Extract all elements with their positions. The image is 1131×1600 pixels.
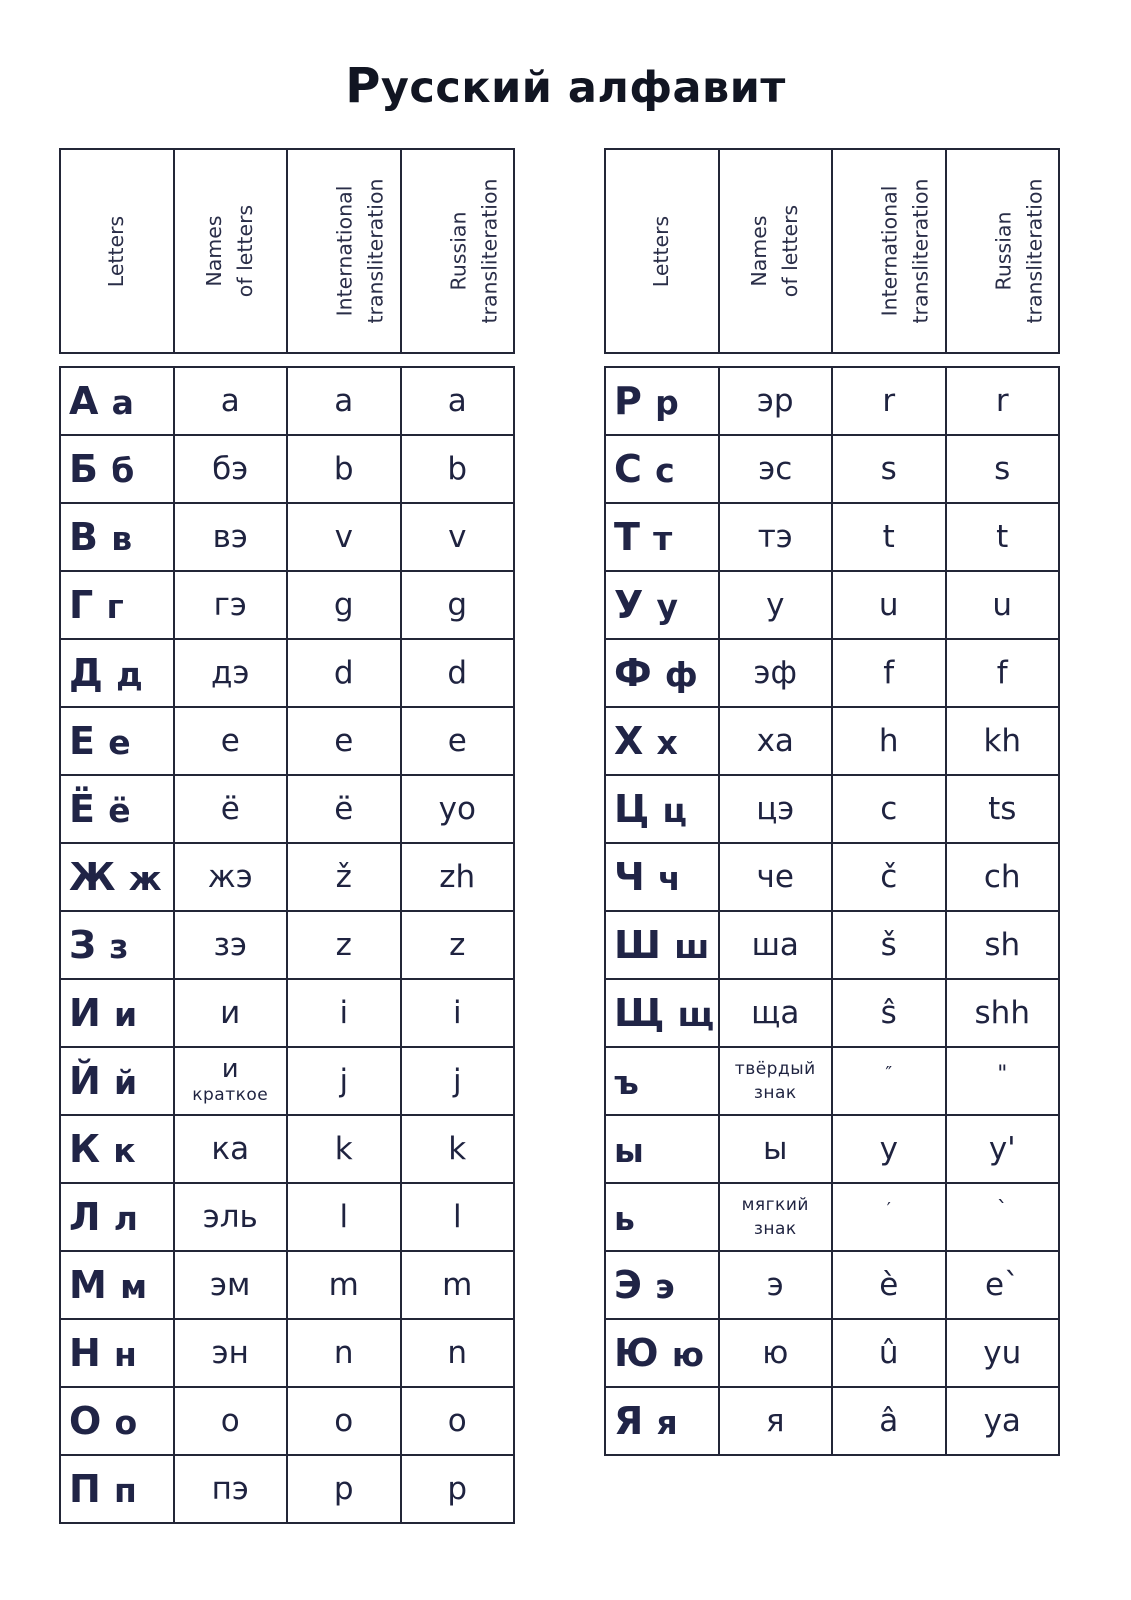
uppercase-letter: У: [614, 583, 644, 627]
letter-name-cell: вэ: [174, 503, 288, 571]
letter-cell: [605, 639, 719, 707]
international-transliteration-cell: b: [287, 435, 401, 503]
lowercase-letter: й: [114, 1063, 138, 1102]
header-letters: Letters: [605, 149, 719, 353]
lowercase-letter: я: [656, 1403, 678, 1442]
lowercase-letter: ф: [664, 655, 698, 694]
letter-cell: [605, 1115, 719, 1183]
letter-name-cell: жэ: [174, 843, 288, 911]
russian-transliteration-cell: e`: [946, 1251, 1060, 1319]
uppercase-letter: Э: [614, 1263, 642, 1307]
letter-cell: [60, 1387, 174, 1455]
letter-cell: [60, 503, 174, 571]
russian-transliteration-cell: yu: [946, 1319, 1060, 1387]
uppercase-letter: В: [69, 515, 98, 559]
lowercase-letter: и: [114, 995, 138, 1034]
letter-name-cell: бэ: [174, 435, 288, 503]
letter-name-cell: гэ: [174, 571, 288, 639]
lowercase-letter: ъ: [614, 1063, 639, 1102]
uppercase-letter: Н: [69, 1331, 101, 1375]
table-row: [605, 1115, 1059, 1183]
uppercase-letter: К: [69, 1127, 101, 1171]
letter-cell: [605, 843, 719, 911]
letter-cell: [60, 707, 174, 775]
russian-transliteration-cell: v: [401, 503, 515, 571]
lowercase-letter: ж: [128, 859, 162, 898]
header-names: Names of letters: [174, 149, 288, 353]
letter-name-cell: э: [719, 1251, 833, 1319]
russian-transliteration-cell: d: [401, 639, 515, 707]
letter-cell: [60, 979, 174, 1047]
letter-cell: [605, 503, 719, 571]
header-russian: Russian transliteration: [401, 149, 515, 353]
lowercase-letter: р: [655, 383, 679, 422]
letter-cell: [605, 911, 719, 979]
table-row: [60, 367, 514, 435]
russian-transliteration-cell: z: [401, 911, 515, 979]
lowercase-letter: т: [653, 519, 673, 558]
letter-name-cell: че: [719, 843, 833, 911]
letter-name-cell: эн: [174, 1319, 288, 1387]
letter-name-cell: о: [174, 1387, 288, 1455]
international-transliteration-cell: v: [287, 503, 401, 571]
uppercase-letter: П: [69, 1467, 101, 1511]
letter-name-cell: и краткое: [174, 1047, 288, 1115]
lowercase-letter: о: [114, 1403, 138, 1442]
uppercase-letter: Ю: [614, 1331, 659, 1375]
table-row: [60, 979, 514, 1047]
uppercase-letter: Р: [614, 379, 642, 423]
uppercase-letter: Е: [69, 719, 95, 763]
table-row: [605, 1047, 1059, 1115]
uppercase-letter: Х: [614, 719, 644, 763]
table-row: [605, 1319, 1059, 1387]
letter-name-cell: эф: [719, 639, 833, 707]
international-transliteration-cell: g: [287, 571, 401, 639]
left-table-panel: [59, 148, 515, 1524]
table-row: [605, 367, 1059, 435]
uppercase-letter: Ё: [69, 787, 95, 831]
table-row: [605, 843, 1059, 911]
russian-transliteration-cell: j: [401, 1047, 515, 1115]
russian-transliteration-cell: sh: [946, 911, 1060, 979]
letter-name-cell: пэ: [174, 1455, 288, 1523]
international-transliteration-cell: u: [832, 571, 946, 639]
russian-transliteration-cell: ya: [946, 1387, 1060, 1455]
letter-name-cell: ха: [719, 707, 833, 775]
russian-transliteration-cell: r: [946, 367, 1060, 435]
table-row: [60, 843, 514, 911]
table-row: [60, 435, 514, 503]
russian-transliteration-cell: u: [946, 571, 1060, 639]
russian-transliteration-cell: zh: [401, 843, 515, 911]
page-title: Русский алфавит: [345, 58, 786, 114]
letter-name-cell: эс: [719, 435, 833, 503]
letter-cell: [605, 367, 719, 435]
russian-transliteration-cell: o: [401, 1387, 515, 1455]
letter-name-cell: эм: [174, 1251, 288, 1319]
letter-name-cell: ё: [174, 775, 288, 843]
table-row: [60, 1455, 514, 1523]
letter-name-cell: эр: [719, 367, 833, 435]
letter-cell: [60, 1319, 174, 1387]
uppercase-letter: И: [69, 991, 101, 1035]
letter-name-cell: цэ: [719, 775, 833, 843]
letter-name-cell: и: [174, 979, 288, 1047]
letter-cell: [60, 1047, 174, 1115]
table-row: [605, 435, 1059, 503]
right-header-table: [604, 148, 1060, 354]
letter-cell: [60, 435, 174, 503]
table-row: [605, 1251, 1059, 1319]
international-transliteration-cell: i: [287, 979, 401, 1047]
letter-name-cell: эль: [174, 1183, 288, 1251]
russian-transliteration-cell: ch: [946, 843, 1060, 911]
international-transliteration-cell: â: [832, 1387, 946, 1455]
lowercase-letter: ё: [108, 791, 131, 830]
uppercase-letter: Д: [69, 651, 103, 695]
international-transliteration-cell: t: [832, 503, 946, 571]
letter-cell: [605, 1183, 719, 1251]
lowercase-letter: д: [116, 655, 143, 694]
letter-cell: [60, 1455, 174, 1523]
table-row: [60, 911, 514, 979]
russian-transliteration-cell: b: [401, 435, 515, 503]
international-transliteration-cell: e: [287, 707, 401, 775]
lowercase-letter: к: [113, 1131, 136, 1170]
uppercase-letter: Й: [69, 1059, 101, 1103]
international-transliteration-cell: š: [832, 911, 946, 979]
international-transliteration-cell: a: [287, 367, 401, 435]
lowercase-letter: е: [108, 723, 131, 762]
uppercase-letter: А: [69, 379, 99, 423]
letter-cell: [605, 1387, 719, 1455]
letter-cell: [605, 707, 719, 775]
table-row: [605, 911, 1059, 979]
lowercase-letter: х: [656, 723, 678, 762]
international-transliteration-cell: k: [287, 1115, 401, 1183]
table-row: [605, 775, 1059, 843]
letter-name-cell: е: [174, 707, 288, 775]
table-row: [60, 1387, 514, 1455]
uppercase-letter: Ж: [69, 855, 116, 899]
right-alphabet-table: [604, 366, 1060, 1456]
letter-cell: [60, 571, 174, 639]
left-header-table: [59, 148, 515, 354]
table-row: [60, 775, 514, 843]
international-transliteration-cell: r: [832, 367, 946, 435]
table-row: [605, 707, 1059, 775]
header-letters: Letters: [60, 149, 174, 353]
uppercase-letter: Я: [614, 1399, 644, 1443]
russian-transliteration-cell: t: [946, 503, 1060, 571]
international-transliteration-cell: ŝ: [832, 979, 946, 1047]
russian-transliteration-cell: shh: [946, 979, 1060, 1047]
russian-transliteration-cell: e: [401, 707, 515, 775]
letter-name-cell: ша: [719, 911, 833, 979]
international-transliteration-cell: è: [832, 1251, 946, 1319]
letter-name-cell: у: [719, 571, 833, 639]
letter-name-cell: я: [719, 1387, 833, 1455]
lowercase-letter: ь: [614, 1199, 635, 1238]
russian-transliteration-cell: `: [946, 1183, 1060, 1251]
international-transliteration-cell: m: [287, 1251, 401, 1319]
letter-name-cell: твёрдый знак: [719, 1047, 833, 1115]
table-row: [60, 1115, 514, 1183]
header-names: Names of letters: [719, 149, 833, 353]
international-transliteration-cell: y: [832, 1115, 946, 1183]
uppercase-letter: М: [69, 1263, 107, 1307]
lowercase-letter: н: [114, 1335, 137, 1374]
table-row: [60, 503, 514, 571]
letter-cell: [605, 979, 719, 1047]
letter-name-cell: дэ: [174, 639, 288, 707]
letter-name-cell: ы: [719, 1115, 833, 1183]
table-row: [605, 571, 1059, 639]
international-transliteration-cell: p: [287, 1455, 401, 1523]
table-row: [605, 979, 1059, 1047]
table-row: [60, 1047, 514, 1115]
international-transliteration-cell: h: [832, 707, 946, 775]
table-row: [60, 639, 514, 707]
lowercase-letter: с: [655, 451, 675, 490]
russian-transliteration-cell: s: [946, 435, 1060, 503]
letter-cell: [605, 571, 719, 639]
header-russian: Russian transliteration: [946, 149, 1060, 353]
lowercase-letter: г: [106, 587, 124, 626]
lowercase-letter: а: [111, 383, 134, 422]
russian-transliteration-cell: p: [401, 1455, 515, 1523]
letter-cell: [60, 911, 174, 979]
letter-name-cell: ю: [719, 1319, 833, 1387]
uppercase-letter: Л: [69, 1195, 101, 1239]
russian-transliteration-cell: n: [401, 1319, 515, 1387]
international-transliteration-cell: č: [832, 843, 946, 911]
lowercase-letter: з: [109, 927, 129, 966]
russian-transliteration-cell: y': [946, 1115, 1060, 1183]
international-transliteration-cell: d: [287, 639, 401, 707]
international-transliteration-cell: z: [287, 911, 401, 979]
lowercase-letter: э: [655, 1267, 675, 1306]
letter-cell: [60, 1115, 174, 1183]
letter-name-cell: а: [174, 367, 288, 435]
uppercase-letter: Ш: [614, 923, 661, 967]
uppercase-letter: Щ: [614, 991, 665, 1035]
lowercase-letter: п: [114, 1471, 137, 1510]
lowercase-letter: щ: [677, 995, 715, 1034]
russian-transliteration-cell: kh: [946, 707, 1060, 775]
letter-cell: [605, 775, 719, 843]
international-transliteration-cell: c: [832, 775, 946, 843]
international-transliteration-cell: n: [287, 1319, 401, 1387]
letter-cell: [605, 435, 719, 503]
international-transliteration-cell: s: [832, 435, 946, 503]
letter-name-cell: тэ: [719, 503, 833, 571]
header-row: [605, 149, 1059, 353]
uppercase-letter: С: [614, 447, 642, 491]
russian-transliteration-cell: yo: [401, 775, 515, 843]
letter-cell: [60, 1183, 174, 1251]
russian-transliteration-cell: k: [401, 1115, 515, 1183]
header-international: International transliteration: [287, 149, 401, 353]
letter-cell: [605, 1251, 719, 1319]
table-row: [605, 503, 1059, 571]
uppercase-letter: О: [69, 1399, 102, 1443]
uppercase-letter: Ч: [614, 855, 645, 899]
header-row: [60, 149, 514, 353]
international-transliteration-cell: û: [832, 1319, 946, 1387]
russian-transliteration-cell: ts: [946, 775, 1060, 843]
international-transliteration-cell: j: [287, 1047, 401, 1115]
uppercase-letter: Б: [69, 447, 98, 491]
table-row: [60, 707, 514, 775]
uppercase-letter: Т: [614, 515, 640, 559]
table-row: [605, 639, 1059, 707]
letter-name-cell: зэ: [174, 911, 288, 979]
international-transliteration-cell: ë: [287, 775, 401, 843]
lowercase-letter: ш: [674, 927, 710, 966]
lowercase-letter: м: [120, 1267, 148, 1306]
russian-transliteration-cell: g: [401, 571, 515, 639]
table-row: [60, 571, 514, 639]
lowercase-letter: ю: [671, 1335, 704, 1374]
international-transliteration-cell: f: [832, 639, 946, 707]
letter-name-cell: ща: [719, 979, 833, 1047]
lowercase-letter: в: [111, 519, 133, 558]
international-transliteration-cell: o: [287, 1387, 401, 1455]
lowercase-letter: у: [656, 587, 679, 626]
russian-transliteration-cell: m: [401, 1251, 515, 1319]
letter-cell: [60, 367, 174, 435]
international-transliteration-cell: ′: [832, 1183, 946, 1251]
left-alphabet-table: [59, 366, 515, 1524]
russian-transliteration-cell: f: [946, 639, 1060, 707]
russian-transliteration-cell: a: [401, 367, 515, 435]
letter-cell: [60, 843, 174, 911]
table-row: [60, 1319, 514, 1387]
russian-transliteration-cell: l: [401, 1183, 515, 1251]
lowercase-letter: ч: [657, 859, 681, 898]
letter-cell: [60, 639, 174, 707]
table-row: [605, 1387, 1059, 1455]
international-transliteration-cell: l: [287, 1183, 401, 1251]
letter-name-cell: ка: [174, 1115, 288, 1183]
letter-name-cell: мягкий знак: [719, 1183, 833, 1251]
letter-cell: [60, 775, 174, 843]
international-transliteration-cell: ž: [287, 843, 401, 911]
lowercase-letter: ы: [614, 1131, 644, 1170]
right-table-panel: [604, 148, 1060, 1456]
table-row: [60, 1251, 514, 1319]
international-transliteration-cell: ″: [832, 1047, 946, 1115]
lowercase-letter: ц: [662, 791, 687, 830]
uppercase-letter: З: [69, 923, 96, 967]
uppercase-letter: Г: [69, 583, 94, 627]
letter-cell: [605, 1047, 719, 1115]
table-row: [60, 1183, 514, 1251]
russian-transliteration-cell: ": [946, 1047, 1060, 1115]
letter-cell: [60, 1251, 174, 1319]
uppercase-letter: Ц: [614, 787, 650, 831]
uppercase-letter: Ф: [614, 651, 652, 695]
lowercase-letter: л: [113, 1199, 138, 1238]
table-row: [605, 1183, 1059, 1251]
russian-transliteration-cell: i: [401, 979, 515, 1047]
letter-cell: [605, 1319, 719, 1387]
header-international: International transliteration: [832, 149, 946, 353]
lowercase-letter: б: [111, 451, 135, 490]
